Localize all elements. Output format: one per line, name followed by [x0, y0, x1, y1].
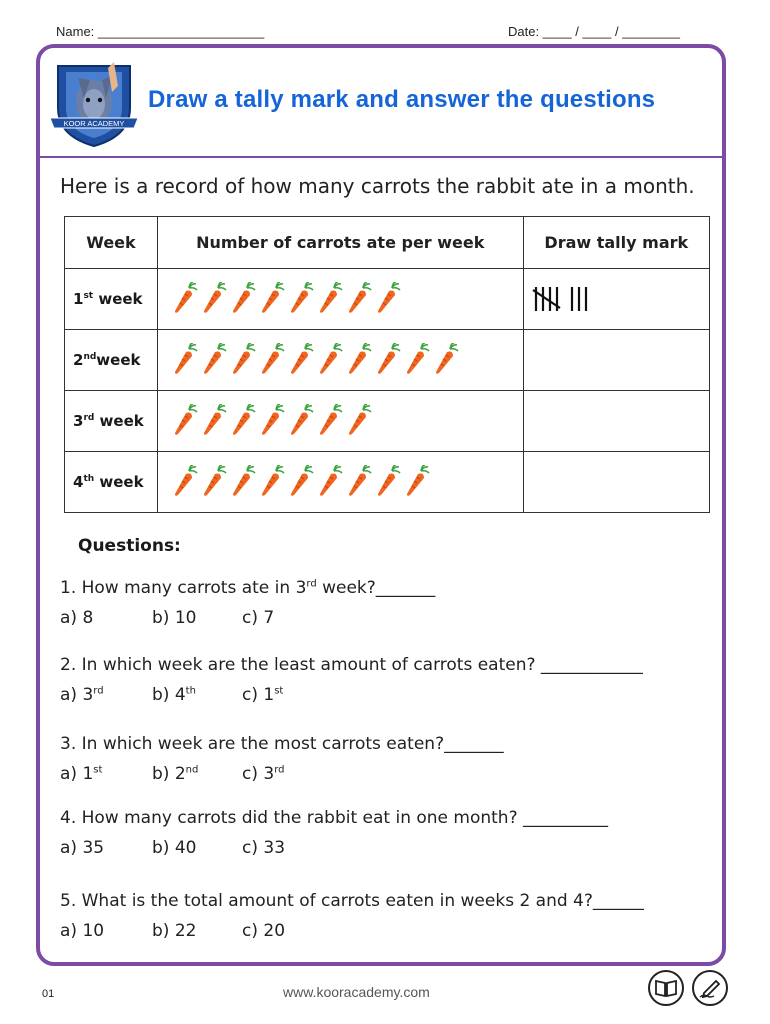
week-label: 2ndweek	[65, 330, 158, 391]
tally-answer-cell[interactable]	[523, 330, 709, 391]
answer-option[interactable]: a) 1st	[60, 764, 103, 784]
header-divider	[40, 156, 722, 158]
answer-option[interactable]: c) 33	[242, 838, 286, 858]
carrots-cell	[157, 330, 523, 391]
answer-option[interactable]: b) 4th	[152, 685, 196, 705]
carrot-icon	[259, 404, 285, 438]
footer-url: www.kooracademy.com	[283, 984, 430, 1000]
intro-text: Here is a record of how many carrots the rabbit ate in a month.	[60, 174, 695, 198]
answer-option[interactable]: a) 10	[60, 921, 105, 941]
header-tally: Draw tally mark	[523, 217, 709, 269]
question-3: 3. In which week are the most carrots eaten?_______	[60, 734, 504, 754]
questions-heading: Questions:	[78, 536, 181, 556]
carrot-icon	[172, 404, 198, 438]
carrots-cell	[157, 452, 523, 513]
carrot-icon	[346, 465, 372, 499]
date-field-label: Date: ____ / ____ / ________	[508, 24, 681, 39]
answer-option[interactable]: a) 3rd	[60, 685, 104, 705]
week-label: 3rd week	[65, 391, 158, 452]
question-2: 2. In which week are the least amount of carrots eaten? ____________	[60, 655, 643, 675]
carrot-icon	[375, 282, 401, 316]
answer-option[interactable]: b) 10	[152, 608, 197, 628]
carrot-icon	[201, 465, 227, 499]
carrot-icon	[433, 343, 459, 377]
page-number: 01	[42, 988, 55, 1000]
carrot-icon	[230, 465, 256, 499]
carrot-icon	[404, 465, 430, 499]
table-row	[65, 269, 710, 330]
carrot-icon	[172, 343, 198, 377]
carrot-icon	[172, 282, 198, 316]
tally-marks	[532, 282, 612, 316]
answer-option[interactable]: b) 40	[152, 838, 197, 858]
logo-text: KOOR ACADEMY	[63, 119, 125, 128]
carrot-icon	[317, 282, 343, 316]
header-carrots: Number of carrots ate per week	[157, 217, 523, 269]
carrot-icon	[375, 465, 401, 499]
koor-academy-logo	[48, 58, 140, 150]
carrot-icon	[172, 465, 198, 499]
carrot-icon	[346, 282, 372, 316]
carrots-cell	[157, 269, 523, 330]
carrot-icon	[201, 404, 227, 438]
table-row	[65, 391, 710, 452]
carrot-icon	[288, 465, 314, 499]
table-row	[65, 452, 710, 513]
answer-option[interactable]: c) 7	[242, 608, 275, 628]
carrot-icon	[288, 404, 314, 438]
carrot-icon	[346, 404, 372, 438]
carrot-icon	[259, 343, 285, 377]
carrot-icon	[404, 343, 430, 377]
book-icon	[648, 970, 684, 1006]
tally-answer-cell[interactable]	[523, 452, 709, 513]
question-4: 4. How many carrots did the rabbit eat in one month? __________	[60, 808, 609, 828]
answer-option[interactable]: a) 8	[60, 608, 94, 628]
carrot-icon	[288, 282, 314, 316]
carrot-icon	[317, 343, 343, 377]
carrot-icon	[317, 404, 343, 438]
answer-option[interactable]: c) 1st	[242, 685, 284, 705]
carrots-cell	[157, 391, 523, 452]
question-1: 1. How many carrots ate in 3rd week?_______	[60, 578, 436, 598]
carrot-icon	[346, 343, 372, 377]
carrot-icon	[230, 404, 256, 438]
carrot-icon	[288, 343, 314, 377]
carrot-icon	[375, 343, 401, 377]
header-week: Week	[65, 217, 158, 269]
week-label: 4th week	[65, 452, 158, 513]
answer-option[interactable]: b) 22	[152, 921, 197, 941]
table-row	[65, 330, 710, 391]
answer-option[interactable]: a) 35	[60, 838, 105, 858]
carrot-icon	[201, 343, 227, 377]
question-5: 5. What is the total amount of carrots eaten in weeks 2 and 4?______	[60, 891, 644, 911]
pencil-writing-icon	[692, 970, 728, 1006]
carrot-icon	[230, 282, 256, 316]
answer-option[interactable]: c) 3rd	[242, 764, 285, 784]
carrot-tally-table	[64, 216, 710, 513]
carrot-icon	[230, 343, 256, 377]
tally-answer-cell[interactable]	[523, 391, 709, 452]
answer-option[interactable]: c) 20	[242, 921, 286, 941]
carrot-icon	[259, 282, 285, 316]
answer-option[interactable]: b) 2nd	[152, 764, 199, 784]
week-label: 1st week	[65, 269, 158, 330]
carrot-icon	[201, 282, 227, 316]
tally-answer-cell[interactable]	[523, 269, 709, 330]
name-field-label: Name: _______________________	[56, 24, 265, 39]
carrot-icon	[259, 465, 285, 499]
table-header-row	[65, 217, 710, 269]
carrot-icon	[317, 465, 343, 499]
worksheet-frame	[36, 44, 726, 966]
worksheet-title: Draw a tally mark and answer the questions	[148, 86, 656, 113]
